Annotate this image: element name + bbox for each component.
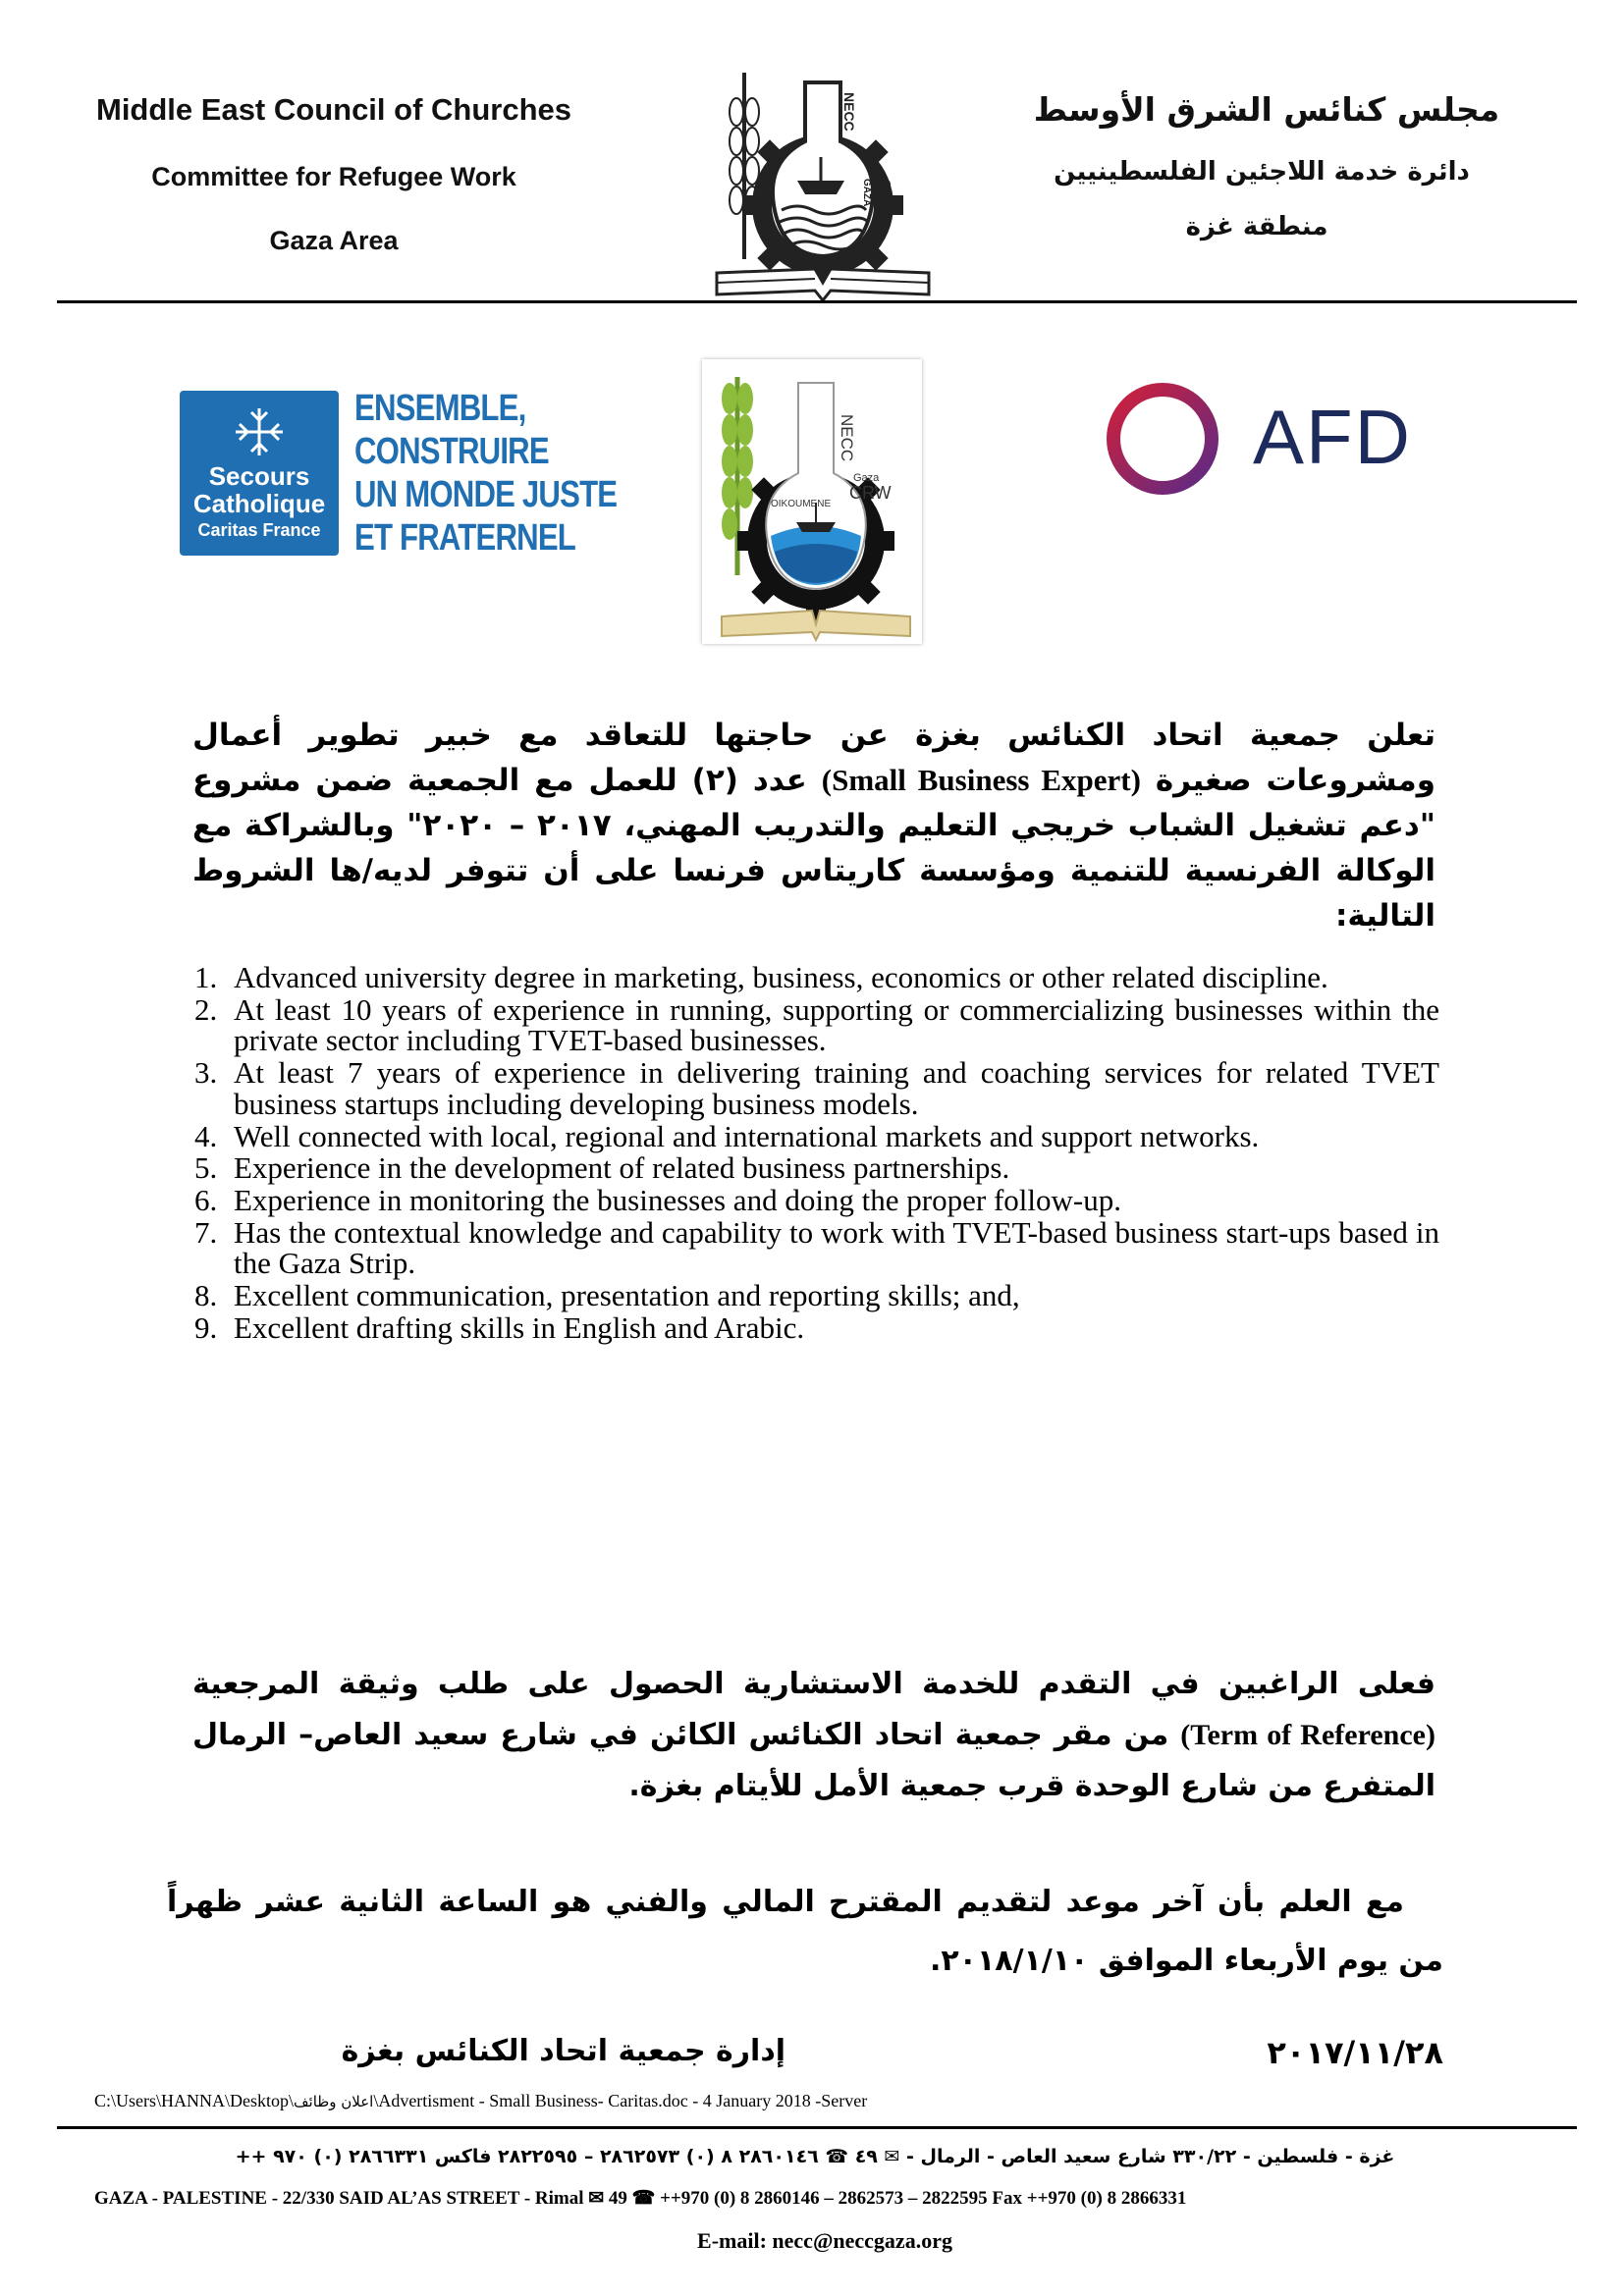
- logo-gaza-text: Gaza: [853, 472, 880, 484]
- list-item: 1. Advanced university degree in marketing, business, economics or other related discipline.: [194, 960, 1328, 994]
- list-item: 7. Has the contextual knowledge and capability to work with TVET-based business start-ups based in the Gaza Strip.: [194, 1214, 1439, 1281]
- secours-name-3: Caritas France: [197, 520, 321, 540]
- secours-tagline: [354, 387, 675, 560]
- secours-tag-4: ET FRATERNEL: [354, 517, 576, 559]
- intro-paragraph: [192, 713, 1435, 938]
- secours-tag-3: UN MONDE JUSTE: [354, 474, 618, 515]
- intro-english-term: (Small Business Expert): [821, 763, 1141, 797]
- header-en-committee: Committee for Refugee Work: [151, 162, 516, 191]
- header-en-area: Gaza Area: [269, 226, 399, 255]
- list-item: 8. Excellent communication, presentation and reporting skills; and,: [194, 1278, 1020, 1313]
- header-divider: [57, 300, 1577, 303]
- list-item: 6. Experience in monitoring the businesses and doing the proper follow-up.: [194, 1182, 1121, 1217]
- header-en-org: Middle East Council of Churches: [96, 92, 571, 127]
- intro-part1: تعلن جمعية اتحاد الكنائس بغزة عن حاجتها للتعاقد مع خبير تطوير أعمال ومشروعات صغيرة: [192, 718, 1435, 798]
- secours-tag-2: CONSTRUIRE: [354, 431, 549, 472]
- application-english-term: (Term of Reference): [1180, 1719, 1435, 1751]
- header-logo-gaza-text: GAZA: [861, 179, 872, 207]
- intro-part2: عدد (٢) للعمل مع الجمعية ضمن مشروع "دعم تشغيل الشباب خريجي التعليم والتدريب المهني، ٢٠١٧ – ٢٠٢٠" وبالشراكة مع الوكالة الفرنسية للتنمية ومؤسسة كاريتاس فرنسا على أن تتوفر لديه/ها الشروط التالية:: [192, 763, 1435, 934]
- signature-date: ٢٠١٧/١١/٢٨: [1267, 2034, 1443, 2071]
- necc-header-logo: [707, 63, 933, 304]
- list-item: 3. At least 7 years of experience in delivering training and coaching services for related TVET business startups including developing business models.: [194, 1055, 1439, 1121]
- header-ar-committee: دائرة خدمة اللاجئين الفلسطينيين: [1054, 157, 1470, 187]
- logo-crw-text: CRW: [849, 483, 892, 503]
- cross-icon: [230, 402, 289, 461]
- afd-logo: [1096, 375, 1430, 503]
- list-item: 4. Well connected with local, regional and international markets and support networks.: [194, 1118, 1260, 1153]
- footer-divider: [57, 2126, 1577, 2129]
- footer-en-address: GAZA - PALESTINE - 22/330 SAID AL’AS STREET - Rimal ✉ 49 ☎ ++970 (0) 8 2860146 – 2862573 – 2822595 Fax ++970 (0) 8 2866331: [94, 2188, 1187, 2209]
- header-ar-area: منطقة غزة: [1185, 212, 1328, 241]
- necc-color-logo: [702, 359, 922, 644]
- secours-name-2: Catholique: [192, 489, 326, 518]
- header-logo-crw-text: CRW: [876, 179, 893, 216]
- application-part2: من مقر جمعية اتحاد الكنائس الكائن في شارع سعيد العاص– الرمال المتفرع من شارع الوحدة قرب جمعية الأمل للأيتام بغزة.: [192, 1718, 1435, 1803]
- signature-org: إدارة جمعية اتحاد الكنائس بغزة: [341, 2034, 785, 2068]
- logo-oikoumene-text: OIKOUMENE: [771, 499, 832, 509]
- file-path: C:\Users\HANNA\Desktop\اعلان وظائف\Advertisment - Small Business- Caritas.doc - 4 January 2018 -Server: [94, 2091, 868, 2110]
- secours-catholique-logo: [180, 391, 339, 556]
- secours-name-1: Secours: [208, 461, 310, 491]
- requirements-list: [194, 962, 1439, 1344]
- footer-ar-address: غزة - فلسطين - ٣٣٠/٢٢ شارع سعيد العاص - الرمال - ✉ ٤٩ ☎ ٢٨٦٠١٤٦ ٨ (٠) ٢٨٦٢٥٧٣ – ٢٨٢٢٥٩٥ فاكس ٢٨٦٦٣٣١ (٠) ٩٧٠ ++: [235, 2146, 1395, 2167]
- list-item: 5. Experience in the development of related business partnerships.: [194, 1150, 1010, 1186]
- header-logo-necc-text: NECC: [841, 92, 857, 132]
- secours-tag-1: ENSEMBLE,: [354, 388, 526, 429]
- deadline-paragraph: مع العلم بأن آخر موعد لتقديم المقترح المالي والفني هو الساعة الثانية عشر ظهراً من يوم الأربعاء الموافق ٢٠١٨/١/١٠.: [167, 1885, 1443, 1978]
- logo-necc-text: NECC: [838, 414, 856, 462]
- afd-ring-icon: [1096, 375, 1233, 503]
- footer-email[interactable]: E-mail: necc@neccgaza.org: [697, 2228, 952, 2253]
- afd-text: AFD: [1253, 394, 1412, 480]
- application-part1: فعلى الراغبين في التقدم للخدمة الاستشارية الحصول على طلب وثيقة المرجعية: [192, 1667, 1435, 1701]
- header-ar-org: مجلس كنائس الشرق الأوسط: [1033, 90, 1500, 129]
- list-item: 2. At least 10 years of experience in running, supporting or commercializing businesses within the private sector including TVET-based businesses.: [194, 991, 1439, 1058]
- application-paragraph: [192, 1659, 1435, 1812]
- list-item: 9. Excellent drafting skills in English and Arabic.: [194, 1309, 805, 1345]
